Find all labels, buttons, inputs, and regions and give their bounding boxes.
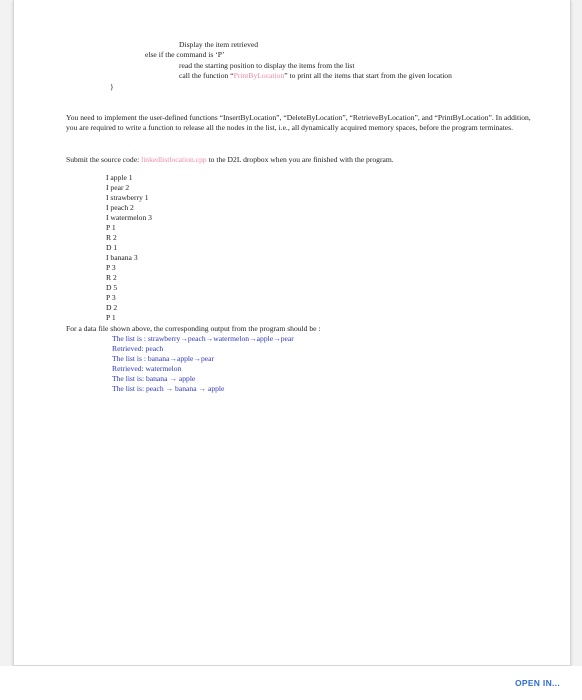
code-call-prefix: call the function “	[179, 71, 234, 80]
data-file-line: D 2	[106, 303, 118, 312]
open-in-button[interactable]: OPEN IN...	[514, 678, 560, 688]
expected-output-list	[112, 334, 294, 394]
data-file-line: I strawberry 1	[106, 193, 149, 202]
code-line-display: Display the item retrieved	[179, 40, 259, 49]
data-file-list	[106, 173, 152, 323]
output-line: The list is : strawberry→peach→watermelon→apple→pear	[112, 334, 294, 343]
data-file-line: P 3	[106, 293, 116, 302]
submit-prefix: Submit the source code:	[66, 155, 142, 164]
code-call-suffix: ” to print all the items that start from the given location	[284, 71, 452, 80]
instructions-paragraph: You need to implement the user-defined functions “InsertByLocation”, “DeleteByLocation”, “RetrieveByLocation”, and “PrintByLocation”. In addition, you are required to write a function to release all the nodes in the list, i.e., all dynamically acquired memory spaces, before the program terminates.	[66, 113, 531, 132]
data-file-line: I peach 2	[106, 203, 134, 212]
data-file-line: P 1	[106, 313, 116, 322]
viewer-footer	[0, 666, 582, 700]
output-line: The list is : banana→apple→pear	[112, 354, 215, 363]
output-line: Retrieved: peach	[112, 344, 164, 353]
code-line-else-if: else if the command is ‘P’	[145, 50, 225, 59]
submit-line	[66, 155, 394, 165]
data-file-line: I watermelon 3	[106, 213, 152, 222]
data-file-line: I pear 2	[106, 183, 130, 192]
function-name-link: PrintByLocation	[233, 71, 285, 80]
output-line: The list is: peach → banana → apple	[112, 384, 225, 393]
source-filename: linkedlistlocation.cpp	[141, 155, 207, 164]
document-page	[13, 0, 571, 666]
data-file-line: I banana 3	[106, 253, 138, 262]
output-line: The list is: banana → apple	[112, 374, 196, 383]
output-line: Retrieved: watermelon	[112, 364, 182, 373]
code-line-call	[179, 71, 452, 81]
data-file-line: P 3	[106, 263, 116, 272]
code-close-brace: }	[110, 82, 114, 91]
data-file-line: D 1	[106, 243, 118, 252]
data-file-line: R 2	[106, 233, 117, 242]
submit-suffix: to the D2L dropbox when you are finished with the program.	[206, 155, 394, 164]
data-file-line: R 2	[106, 273, 117, 282]
data-file-line: D 5	[106, 283, 118, 292]
code-line-read: read the starting position to display the items from the list	[179, 61, 355, 70]
data-file-line: P 1	[106, 223, 116, 232]
data-file-line: I apple 1	[106, 173, 133, 182]
output-intro: For a data file shown above, the corresponding output from the program should be :	[66, 324, 321, 333]
